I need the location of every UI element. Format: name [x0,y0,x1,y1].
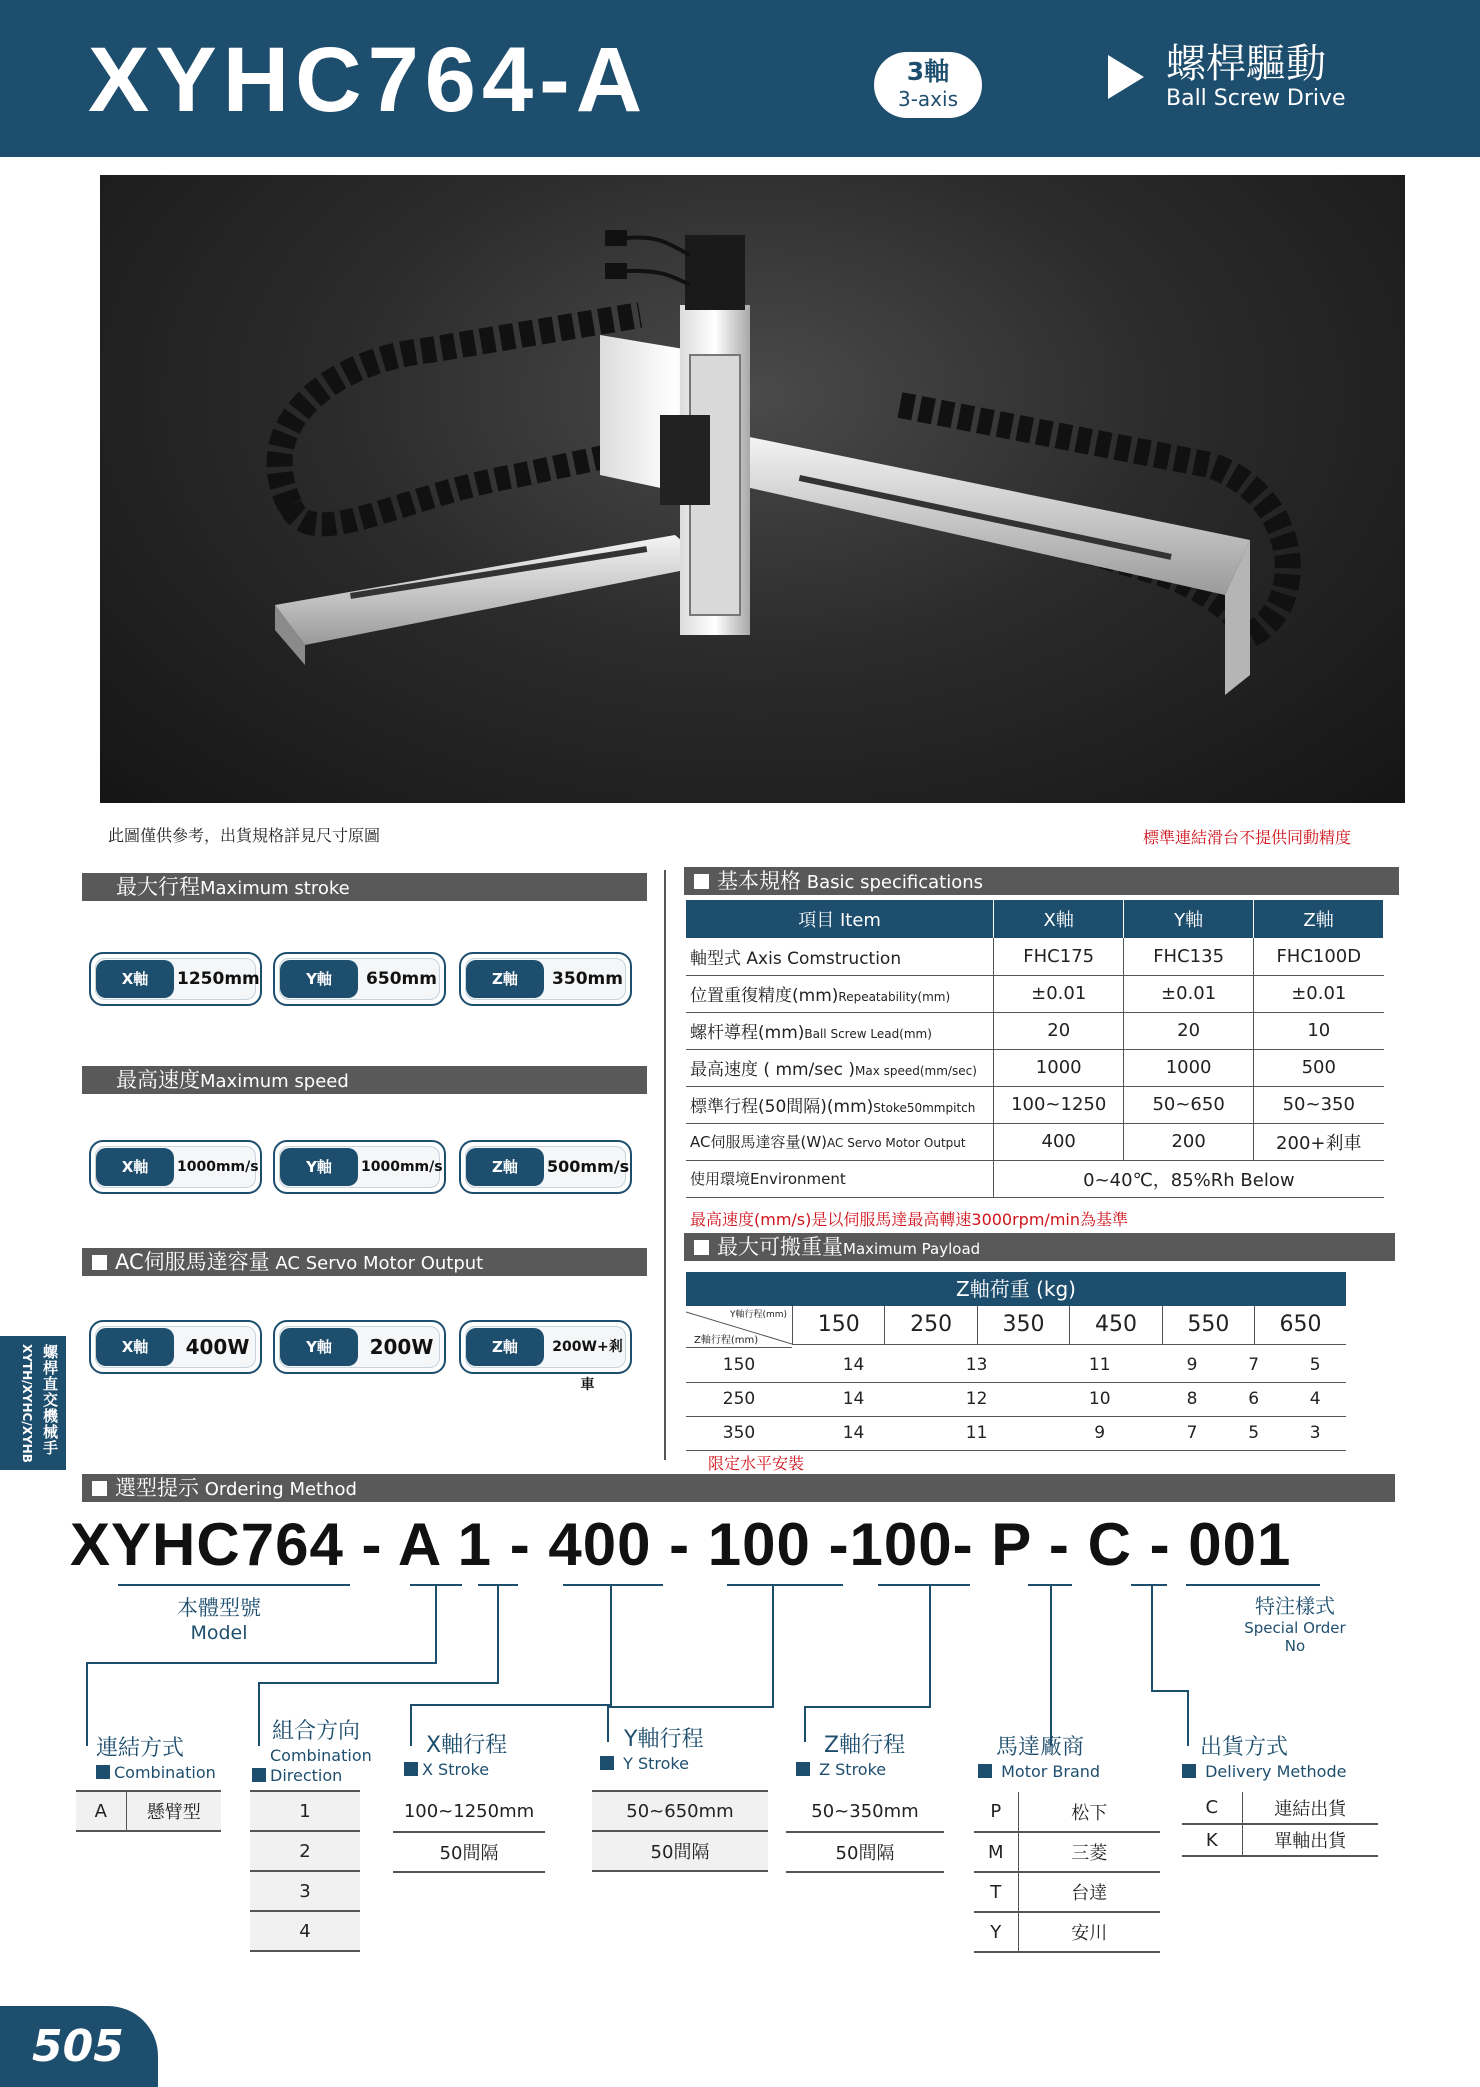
underline-y [727,1584,843,1586]
cell-z: 50~350 [1254,1086,1384,1123]
ordering-title-en: Ordering Method [204,1479,357,1500]
payload-table [792,1306,1346,1345]
stroke-value: 650mm [366,969,437,989]
combination-label-en: Combination [114,1763,216,1782]
square-bullet-icon [92,1255,107,1270]
table-row [250,1831,360,1871]
speed-pill-x [89,1140,262,1194]
max-stroke-section [82,873,647,901]
combination-label [96,1735,216,1783]
payload-corner-cell [686,1306,792,1348]
z-stroke-label-en: Z Stroke [819,1760,887,1779]
axis-tag: X軸 [96,1328,174,1366]
side-tab [0,1336,66,1470]
payload-body-table [686,1348,1346,1451]
header-y: Y軸 [1124,900,1254,938]
servo-title-zh: AC伺服馬達容量 [115,1250,270,1274]
direction-label-en2: Direction [270,1766,343,1785]
y-stroke: 650 [1255,1306,1346,1344]
direction-option: 2 [250,1831,360,1871]
axis-tag: X軸 [96,960,174,998]
leader-line [1151,1586,1153,1692]
speed-value: 1000mm/s [177,1159,259,1175]
row-label: 標準行程(50間隔)(mm)Stoke50mmpitch [686,1086,994,1123]
combination-label-zh: 連結方式 [96,1736,185,1761]
square-bullet-icon [252,1768,266,1782]
stroke-pill-z [459,952,632,1006]
payload-cell: 11 [915,1416,1038,1450]
leader-line [435,1586,437,1664]
max-speed-title-en: Maximum speed [200,1071,349,1092]
table-row [1182,1824,1378,1856]
cell-y: 20 [1124,1012,1254,1049]
y-stroke: 150 [793,1306,885,1344]
cell-z: 10 [1254,1012,1384,1049]
table-row [1182,1792,1378,1824]
underline-special [1186,1584,1320,1586]
payload-cell: 4 [1284,1382,1346,1416]
payload-cell: 14 [792,1348,915,1382]
table-row [686,1086,1384,1123]
motor-code: P [974,1792,1018,1832]
payload-cell: 14 [792,1416,915,1450]
model-label-zh: 本體型號 [177,1596,261,1620]
table-row [76,1791,221,1831]
drive-type-zh: 螺桿驅動 [1166,41,1326,87]
env-label: 使用環境Environment [686,1160,994,1197]
reference-note: 此圖僅供參考，出貨規格詳見尺寸原圖 [108,826,381,845]
z-stroke-table [786,1792,944,1873]
gantry-robot-illustration [100,175,1405,803]
leader-line [258,1682,499,1684]
basic-spec-title-en: Basic specifications [806,872,984,893]
leader-line [410,1704,612,1706]
direction-option: 4 [250,1911,360,1951]
speed-value: 1000mm/s [361,1159,443,1175]
y-stroke-label [600,1726,703,1774]
x-stroke-label-zh: X軸行程 [426,1733,508,1758]
table-row [393,1792,545,1832]
header-x: X軸 [994,900,1124,938]
table-row [686,1382,1346,1416]
payload-cell: 9 [1161,1348,1223,1382]
table-header-row [686,900,1384,938]
axis-tag: Z軸 [466,1148,544,1186]
x-stroke-label [404,1732,507,1780]
payload-cell: 5 [1284,1348,1346,1382]
square-bullet-icon [96,1765,110,1779]
stroke-pill-x [89,952,262,1006]
option-desc: 懸臂型 [126,1791,221,1831]
cell-x: ±0.01 [994,975,1124,1012]
y-stroke-label-zh: Y軸行程 [624,1727,704,1752]
delivery-label [1182,1734,1346,1782]
y-stroke: 450 [1070,1306,1162,1344]
model-label [174,1592,264,1644]
product-photo [100,175,1405,803]
motor-code: M [974,1832,1018,1872]
payload-title-en: Maximum Payload [843,1240,981,1258]
payload-cell: 14 [792,1382,915,1416]
underline-x [563,1584,663,1586]
square-bullet-icon [600,1756,614,1770]
payload-y-header-row [793,1306,1347,1344]
y-stroke: 250 [885,1306,977,1344]
servo-value: 200W [369,1335,434,1359]
cell-y: 200 [1124,1123,1254,1160]
row-label: 螺杆導程(mm)Ball Screw Lead(mm) [686,1012,994,1049]
underline-delivery [1131,1584,1167,1586]
model-label-en: Model [190,1622,248,1644]
square-bullet-icon [694,874,709,889]
axis-tag: Y軸 [280,960,358,998]
env-value: 0~40℃，85%Rh Below [994,1160,1384,1197]
cell-y: 1000 [1124,1049,1254,1086]
play-arrow-icon [1108,55,1144,99]
motor-label-en: Motor Brand [1001,1762,1101,1781]
ordering-section [82,1474,1395,1502]
cell-x: FHC175 [994,938,1124,975]
basic-spec-title-zh: 基本規格 [717,869,801,893]
cell-y: ±0.01 [1124,975,1254,1012]
table-row [592,1791,768,1831]
max-stroke-title-zh: 最大行程 [116,875,200,899]
table-row [393,1832,545,1872]
x-stroke-range: 100~1250mm [393,1792,545,1832]
cell-x: 1000 [994,1049,1124,1086]
page-title: XYHC764-A [88,29,649,131]
x-stroke-label-en: X Stroke [422,1760,490,1779]
z-stroke-label [796,1732,905,1780]
payload-cell: 3 [1284,1416,1346,1450]
leader-line [1151,1690,1189,1692]
servo-pill-y [273,1320,446,1374]
table-row [974,1792,1160,1832]
row-label: AC伺服馬達容量(W)AC Servo Motor Output [686,1123,994,1160]
delivery-desc: 單軸出貨 [1242,1824,1378,1856]
table-row [974,1912,1160,1952]
axis-tag: X軸 [96,1148,174,1186]
basic-spec-table [686,900,1384,1198]
direction-label-zh: 組合方向 [272,1719,361,1744]
drive-type-en: Ball Screw Drive [1166,86,1346,111]
y-stroke-label: Y軸行程(mm) [730,1310,788,1320]
payload-cell: 9 [1038,1416,1161,1450]
motor-code: Y [974,1912,1018,1952]
z-stroke: 250 [686,1382,792,1416]
axis-badge [874,52,982,118]
table-row [592,1831,768,1871]
header-item: 項目 Item [686,900,994,938]
servo-pill-z [459,1320,632,1393]
x-stroke-table [393,1792,545,1873]
motor-brand-table [974,1792,1160,1953]
speed-basis-note: 最高速度(mm/s)是以伺服馬達最高轉速3000rpm/min為基準 [690,1210,1128,1229]
y-stroke: 550 [1162,1306,1254,1344]
square-bullet-icon [1182,1764,1196,1778]
delivery-desc: 連結出貨 [1242,1792,1378,1824]
max-speed-section [82,1066,647,1094]
direction-label [252,1718,372,1786]
delivery-code: K [1182,1824,1242,1856]
z-stroke-range: 50~350mm [786,1792,944,1832]
square-bullet-icon [92,1481,107,1496]
payload-section [684,1233,1395,1261]
servo-pill-x [89,1320,262,1374]
leader-line [86,1662,437,1664]
payload-cell: 11 [1038,1348,1161,1382]
z-stroke-label-zh: Z軸行程 [824,1733,906,1758]
table-row [686,1123,1384,1160]
y-stroke: 350 [977,1306,1069,1344]
table-row [686,1160,1384,1197]
page-number: 505 [0,2006,158,2087]
direction-option: 3 [250,1871,360,1911]
leader-line [1050,1586,1052,1746]
leader-line [929,1586,931,1708]
speed-value: 500mm/s [547,1157,630,1176]
y-stroke-label-en: Y Stroke [623,1754,689,1773]
y-stroke-table [592,1790,768,1872]
delivery-table [1182,1792,1378,1857]
table-row [974,1872,1160,1912]
x-stroke-pitch: 50間隔 [393,1832,545,1872]
option-code: A [76,1791,126,1831]
row-label: 位置重復精度(mm)Repeatability(mm) [686,975,994,1012]
row-label: 最高速度 ( mm/sec )Max speed(mm/sec) [686,1049,994,1086]
table-row [686,1416,1346,1450]
payload-cell: 8 [1161,1382,1223,1416]
model-code: XYHC764 - A 1 - 400 - 100 -100- P - C - 001 [70,1511,1292,1578]
ordering-title-zh: 選型提示 [115,1476,199,1500]
servo-output-section [82,1248,647,1276]
motor-code: T [974,1872,1018,1912]
stroke-value: 350mm [552,969,623,989]
payload-cell: 7 [1161,1416,1223,1450]
table-row [686,1348,1346,1382]
motor-brand-label [978,1734,1100,1782]
max-speed-title-zh: 最高速度 [116,1068,200,1092]
payload-cell: 10 [1038,1382,1161,1416]
basic-spec-section [684,867,1399,895]
square-bullet-icon [404,1762,418,1776]
leader-line [772,1586,774,1708]
axis-tag: Y軸 [280,1328,358,1366]
row-label: 軸型式 Axis Comstruction [686,938,994,975]
axis-tag: Y軸 [280,1148,358,1186]
payload-title-zh: 最大可搬重量 [717,1235,843,1259]
table-row [786,1792,944,1832]
cell-y: FHC135 [1124,938,1254,975]
payload-cell: 5 [1223,1416,1285,1450]
z-stroke: 150 [686,1348,792,1382]
cell-x: 400 [994,1123,1124,1160]
combination-table [76,1790,221,1832]
servo-title-en: AC Servo Motor Output [275,1253,484,1274]
cell-z: 500 [1254,1049,1384,1086]
side-tab-category: 螺桿直交機械手 [41,1344,59,1456]
z-stroke-label: Z軸行程(mm) [694,1335,759,1346]
square-bullet-icon [978,1764,992,1778]
axis-badge-zh: 3軸 [906,57,950,86]
delivery-label-zh: 出貨方式 [1200,1735,1289,1760]
cell-z: FHC100D [1254,938,1384,975]
z-stroke-pitch: 50間隔 [786,1832,944,1872]
square-bullet-icon [694,1240,709,1255]
axis-tag: Z軸 [466,960,544,998]
table-row [686,938,1384,975]
delivery-label-en: Delivery Methode [1205,1762,1347,1781]
motor-name: 安川 [1018,1912,1160,1952]
special-label-en: Special Order No [1244,1619,1346,1655]
header-z: Z軸 [1254,900,1384,938]
motor-label-zh: 馬達廠商 [996,1735,1085,1760]
leader-line [607,1706,774,1708]
payload-mount-note: 限定水平安裝 [708,1454,805,1473]
payload-cell: 12 [915,1382,1038,1416]
payload-cell: 13 [915,1348,1038,1382]
y-stroke-pitch: 50間隔 [592,1831,768,1871]
cell-z: 200+剎車 [1254,1123,1384,1160]
cell-z: ±0.01 [1254,975,1384,1012]
y-stroke-range: 50~650mm [592,1791,768,1831]
table-row [786,1832,944,1872]
table-row [250,1791,360,1831]
underline-model [118,1584,350,1586]
side-tab-models: XYTH/XYHC/XYHB [20,1344,34,1463]
table-row [250,1911,360,1951]
axis-badge-en: 3-axis [897,87,958,111]
square-bullet-icon [796,1762,810,1776]
leader-line [497,1586,499,1684]
underline-z [878,1584,970,1586]
cell-x: 20 [994,1012,1124,1049]
table-row [974,1832,1160,1872]
motor-name: 三菱 [1018,1832,1160,1872]
table-row [686,1049,1384,1086]
leader-line [610,1586,612,1706]
max-stroke-title-en: Maximum stroke [200,878,350,899]
servo-value: 400W [185,1335,250,1359]
z-stroke: 350 [686,1416,792,1450]
delivery-code: C [1182,1792,1242,1824]
axis-tag: Z軸 [466,1328,544,1366]
table-row [686,1012,1384,1049]
cell-y: 50~650 [1124,1086,1254,1123]
stroke-value: 1250mm [177,969,260,989]
motor-name: 松下 [1018,1792,1160,1832]
sync-accuracy-note: 標準連結滑台不提供同動精度 [1143,828,1352,847]
special-order-label [1240,1590,1350,1655]
payload-header: Z軸荷重 (kg) [686,1272,1346,1306]
motor-name: 台達 [1018,1872,1160,1912]
speed-pill-y [273,1140,446,1194]
special-label-zh: 特注樣式 [1255,1594,1335,1618]
direction-table [250,1790,360,1952]
payload-cell: 6 [1223,1382,1285,1416]
leader-line [86,1662,88,1746]
direction-option: 1 [250,1791,360,1831]
payload-cell: 7 [1223,1348,1285,1382]
column-divider [664,870,666,1460]
table-row [686,975,1384,1012]
table-row [250,1871,360,1911]
direction-label-en1: Combination [270,1746,372,1765]
servo-value: 200W+剎車 [552,1339,623,1393]
stroke-pill-y [273,952,446,1006]
leader-line [804,1706,931,1708]
speed-pill-z [459,1140,632,1194]
cell-x: 100~1250 [994,1086,1124,1123]
